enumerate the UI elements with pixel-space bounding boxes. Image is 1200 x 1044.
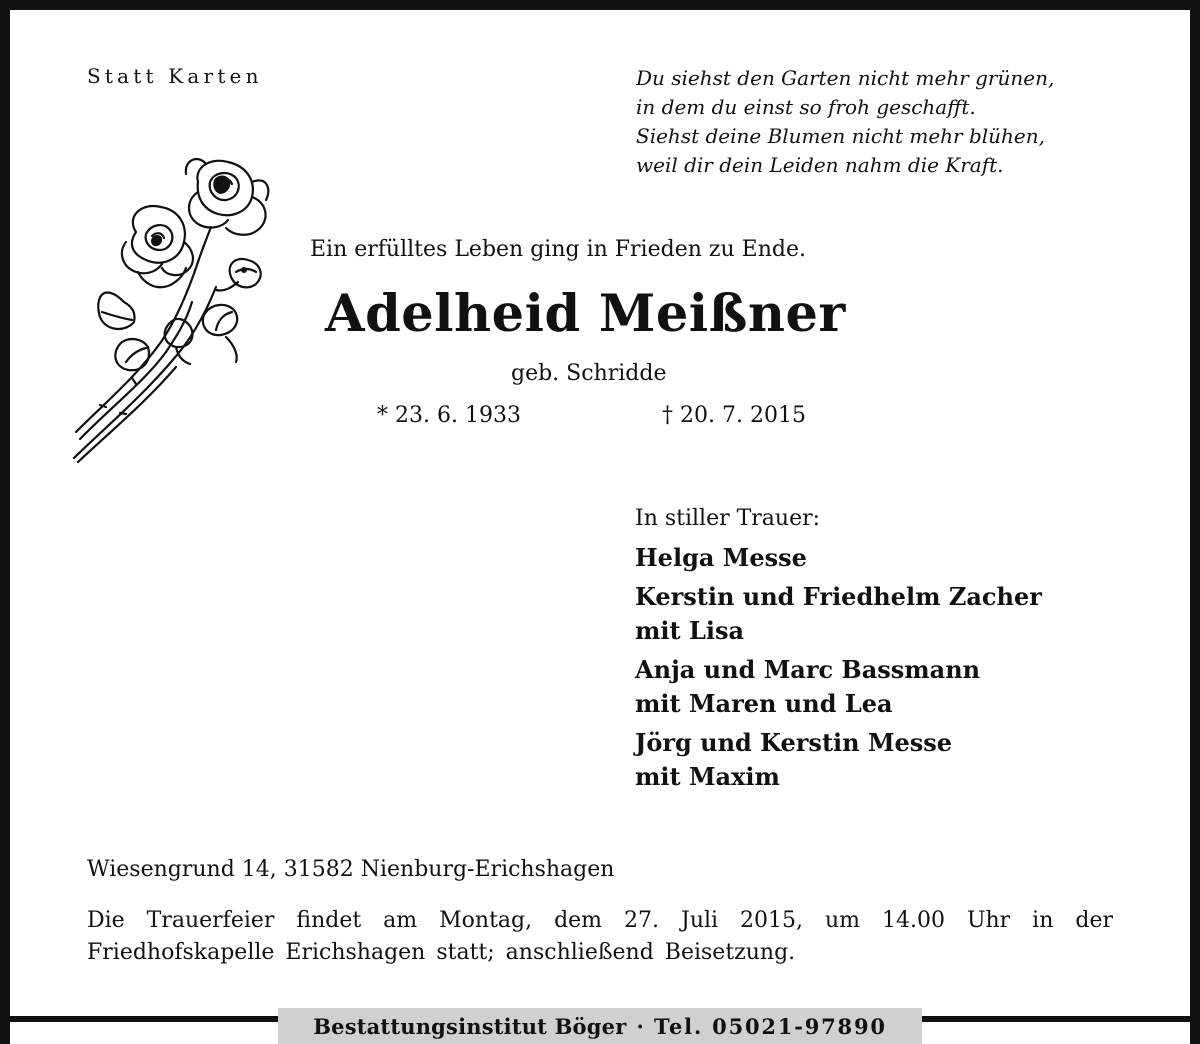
footer-separator: · bbox=[636, 1013, 644, 1039]
funeral-home-phone: Tel. 05021-97890 bbox=[653, 1013, 887, 1039]
mourner-name: mit Maren und Lea bbox=[635, 689, 893, 718]
maiden-name: geb. Schridde bbox=[511, 361, 667, 386]
mourner-group bbox=[635, 580, 1042, 648]
mourner-name: Jörg und Kerstin Messe bbox=[635, 728, 953, 757]
deceased-name: Adelheid Meißner bbox=[325, 284, 846, 344]
service-info: Die Trauerfeier findet am Montag, dem 27. Juli 2015, um 14.00 Uhr in der Friedhofskapelle Erichshagen statt; anschließend Beisetzung. bbox=[87, 908, 1113, 965]
funeral-home-name: Bestattungsinstitut Böger bbox=[313, 1013, 627, 1039]
mourners-block bbox=[635, 506, 1042, 799]
mourner-name: mit Maxim bbox=[635, 762, 780, 791]
mourner-name: Kerstin und Friedhelm Zacher bbox=[635, 582, 1042, 611]
poem-line: weil dir dein Leiden nahm die Kraft. bbox=[636, 153, 1004, 177]
poem-line: Siehst deine Blumen nicht mehr blühen, bbox=[636, 124, 1045, 148]
mourner-group bbox=[635, 653, 1042, 721]
statt-karten-label: Statt Karten bbox=[87, 64, 263, 88]
mourner-name: Helga Messe bbox=[635, 543, 807, 572]
birth-date: * 23. 6. 1933 bbox=[377, 403, 521, 428]
funeral-home-footer bbox=[278, 1008, 922, 1044]
death-date: † 20. 7. 2015 bbox=[662, 403, 806, 428]
intro-text: Ein erfülltes Leben ging in Frieden zu Ende. bbox=[310, 237, 806, 262]
address: Wiesengrund 14, 31582 Nienburg-Erichshagen bbox=[87, 857, 615, 882]
rose-icon bbox=[66, 152, 280, 468]
mourner-group bbox=[635, 726, 1042, 794]
poem bbox=[636, 64, 1054, 180]
mourner-name: Anja und Marc Bassmann bbox=[635, 655, 981, 684]
poem-line: in dem du einst so froh geschafft. bbox=[636, 95, 976, 119]
mourner-group bbox=[635, 541, 1042, 575]
mourners-intro: In stiller Trauer: bbox=[635, 506, 821, 531]
mourner-name: mit Lisa bbox=[635, 616, 745, 645]
poem-line: Du siehst den Garten nicht mehr grünen, bbox=[636, 66, 1055, 90]
